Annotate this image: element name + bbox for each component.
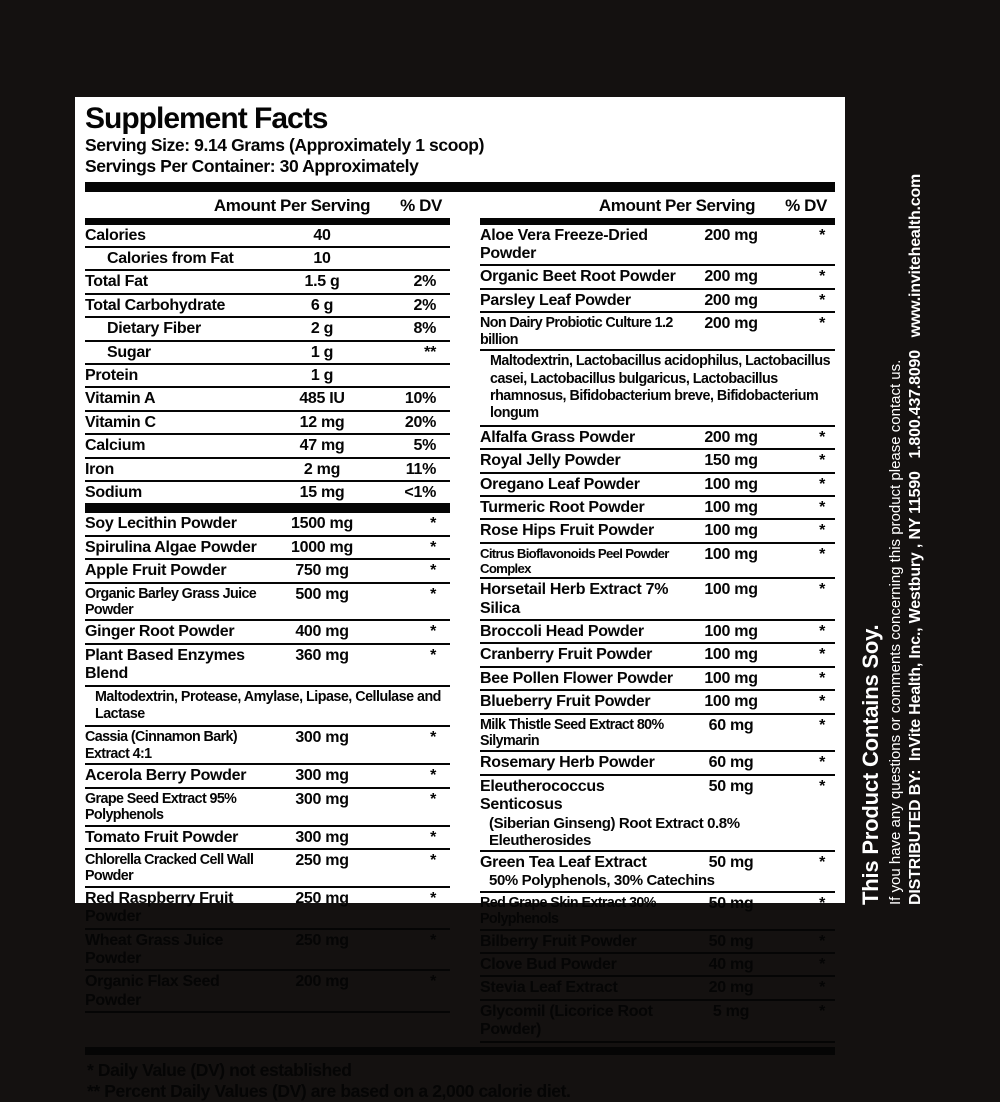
ingredient-amount: 200 mg — [295, 973, 349, 991]
ingredient-row — [85, 459, 450, 482]
ingredient-name: Organic Flax Seed Powder — [85, 973, 220, 1009]
ingredient-name: Clove Bud Powder — [480, 955, 617, 973]
ingredient-row — [85, 225, 450, 248]
ingredient-name: Citrus Bioflavonoids Peel Powder Complex — [480, 545, 669, 576]
ingredient-amount: 200 mg — [704, 428, 758, 446]
ingredient-amount: 15 mg — [299, 483, 345, 501]
ingredient-amount: 200 mg — [704, 291, 758, 309]
ingredient-amount: 50 mg — [708, 777, 754, 795]
ingredient-amount: 60 mg — [708, 716, 754, 734]
serving-size-line: Serving Size: 9.14 Grams (Approximately 1 scoop) — [85, 135, 484, 156]
vertical-sidebar-text — [858, 25, 944, 905]
ingredient-amount: 360 mg — [295, 646, 349, 664]
ingredient-row — [85, 435, 450, 458]
ingredient-dv: * — [430, 538, 436, 556]
ingredient-name: Soy Lecithin Powder — [85, 515, 237, 533]
ingredient-dv: * — [819, 955, 825, 973]
ingredient-row — [85, 765, 450, 788]
ingredient-row — [480, 225, 835, 267]
ingredient-dv: 11% — [405, 460, 436, 478]
footnote-divider-bar — [85, 1047, 835, 1055]
ingredient-name: Red Grape Skin Extract 30% Polyphenols — [480, 894, 656, 928]
ingredient-row — [480, 520, 835, 543]
ingredient-dv: * — [819, 545, 825, 563]
ingredient-dv: * — [430, 828, 436, 846]
ingredient-amount: 200 mg — [704, 226, 758, 244]
ingredient-row — [85, 513, 450, 536]
ingredient-dv: * — [430, 931, 436, 949]
ingredient-name: Royal Jelly Powder — [480, 452, 621, 470]
ingredient-row — [480, 290, 835, 313]
ingredient-name: Alfalfa Grass Powder — [480, 428, 635, 446]
ingredient-name: Calcium — [85, 437, 146, 455]
ingredient-row — [480, 644, 835, 667]
ingredient-row — [85, 645, 450, 687]
ingredient-amount: 6 g — [310, 296, 334, 314]
ingredient-row — [480, 579, 835, 621]
ingredient-dv: * — [819, 452, 825, 470]
ingredient-amount: 40 — [313, 226, 331, 244]
ingredient-name: Sugar — [107, 343, 151, 361]
ingredient-dv: * — [819, 268, 825, 286]
percent-dv-footnote: ** Percent Daily Values (DV) are based on a 2,000 calorie diet. — [87, 1080, 571, 1101]
left-column — [85, 193, 450, 1043]
ingredient-dv: * — [430, 515, 436, 533]
ingredient-name: Calories — [85, 226, 146, 244]
ingredient-dv: * — [430, 851, 436, 869]
ingredient-name: Organic Beet Root Powder — [480, 268, 676, 286]
ingredient-dv: * — [819, 669, 825, 687]
ingredient-dv: * — [819, 754, 825, 772]
ingredient-row — [85, 388, 450, 411]
ingredient-name: Dietary Fiber — [107, 320, 201, 338]
ingredient-row — [480, 450, 835, 473]
ingredient-name: Organic Barley Grass Juice Powder — [85, 585, 257, 618]
sub-ingredients-text: Maltodextrin, Protease, Amylase, Lipase, Cellulase and Lactase — [85, 687, 450, 728]
ingredient-name: Eleutherococcus Senticosus — [480, 777, 605, 814]
ingredient-amount: 250 mg — [295, 889, 349, 907]
ingredient-row — [480, 852, 835, 893]
ingredient-row — [480, 1001, 835, 1043]
ingredient-row — [480, 313, 835, 351]
ingredient-row — [85, 560, 450, 583]
ingredient-row — [85, 537, 450, 560]
right-column-header — [480, 193, 835, 218]
ingredient-dv: * — [430, 585, 436, 603]
ingredient-name: Non Dairy Probiotic Culture 1.2 billion — [480, 315, 673, 348]
ingredient-dv: * — [819, 315, 825, 333]
ingredient-amount: 10 — [313, 250, 331, 268]
ingredient-row — [85, 584, 450, 622]
dv-not-established-footnote: * Daily Value (DV) not established — [87, 1059, 352, 1080]
ingredient-name: Total Carbohydrate — [85, 296, 226, 314]
ingredient-amount: 60 mg — [708, 754, 754, 772]
ingredient-name: Grape Seed Extract 95% Polyphenols — [85, 790, 237, 824]
ingredient-name: Plant Based Enzymes Blend — [85, 646, 245, 683]
ingredient-amount: 1 g — [310, 343, 334, 361]
ingredient-name: Tomato Fruit Powder — [85, 828, 239, 846]
ingredient-row — [480, 977, 835, 1000]
ingredient-amount: 20 mg — [708, 979, 754, 997]
ingredient-name: Turmeric Root Powder — [480, 499, 645, 517]
ingredient-name: Red Raspberry Fruit Powder — [85, 889, 234, 926]
ingredient-amount: 100 mg — [704, 622, 758, 640]
ingredient-amount: 100 mg — [704, 499, 758, 517]
ingredient-dv: * — [430, 646, 436, 664]
ingredient-row — [85, 365, 450, 388]
ingredient-dv: * — [819, 499, 825, 517]
supplement-facts-title: Supplement Facts — [85, 102, 328, 135]
ingredient-row — [480, 893, 835, 931]
ingredient-dv: <1% — [404, 483, 436, 501]
ingredient-name: Cranberry Fruit Powder — [480, 646, 653, 664]
ingredient-row — [85, 930, 450, 972]
ingredient-dv: * — [819, 894, 825, 912]
ingredient-row — [480, 776, 835, 852]
ingredient-amount: 250 mg — [295, 851, 349, 869]
ingredient-dv: * — [819, 522, 825, 540]
ingredient-name: Rose Hips Fruit Powder — [480, 522, 654, 540]
ingredient-dv: * — [819, 622, 825, 640]
ingredient-dv: 2% — [413, 296, 436, 314]
header-divider-bar — [85, 182, 835, 192]
ingredient-name: Blueberry Fruit Powder — [480, 693, 651, 711]
ingredient-row — [85, 342, 450, 365]
ingredient-amount: 100 mg — [704, 545, 758, 563]
contains-soy-text: This Product Contains Soy. — [858, 624, 883, 905]
ingredient-amount: 100 mg — [704, 522, 758, 540]
ingredient-row — [85, 888, 450, 930]
ingredient-row — [85, 621, 450, 644]
right-column — [480, 193, 835, 1043]
ingredient-dv: * — [819, 693, 825, 711]
ingredient-name: Green Tea Leaf Extract — [480, 854, 647, 872]
sub-ingredients-text: Maltodextrin, Lactobacillus acidophilus, Lactobacillus casei, Lactobacillus bulgaricus, Lactobacillus rhamnosus, Bifidobacterium breve, Bifidobacterium longum — [480, 351, 835, 427]
ingredient-name: Rosemary Herb Powder — [480, 754, 655, 772]
ingredient-dv: * — [819, 979, 825, 997]
amount-per-serving-header: Amount Per Serving — [213, 195, 371, 215]
ingredient-name: Bilberry Fruit Powder — [480, 932, 637, 950]
ingredient-name: Chlorella Cracked Cell Wall Powder — [85, 851, 254, 885]
ingredient-name: Ginger Root Powder — [85, 623, 235, 641]
ingredient-dv: * — [819, 475, 825, 493]
ingredient-amount: 2 g — [310, 320, 334, 338]
ingredient-amount: 12 mg — [299, 413, 345, 431]
column-header-bar — [85, 218, 450, 225]
ingredient-amount: 50 mg — [708, 894, 754, 912]
ingredient-row — [85, 412, 450, 435]
ingredient-name: Apple Fruit Powder — [85, 562, 227, 580]
ingredient-dv: * — [430, 889, 436, 907]
ingredient-name: Iron — [85, 460, 115, 478]
ingredient-name: Milk Thistle Seed Extract 80% Silymarin — [480, 716, 664, 749]
ingredient-dv: 20% — [404, 413, 436, 431]
ingredient-amount: 300 mg — [295, 790, 349, 808]
ingredient-dv: * — [430, 562, 436, 580]
ingredient-name: Total Fat — [85, 273, 148, 291]
ingredient-dv: * — [819, 854, 825, 872]
ingredient-name: Horsetail Herb Extract 7% Silica — [480, 581, 669, 617]
ingredient-dv: * — [819, 581, 825, 599]
ingredient-amount: 100 mg — [704, 669, 758, 687]
ingredient-row — [480, 691, 835, 714]
ingredient-dv: * — [430, 973, 436, 991]
percent-dv-header: % DV — [400, 195, 442, 215]
ingredient-amount: 40 mg — [708, 955, 754, 973]
ingredient-dv: * — [819, 1002, 825, 1020]
ingredient-name: Protein — [85, 367, 139, 385]
ingredient-row — [85, 482, 450, 505]
ingredient-dv: 8% — [413, 320, 436, 338]
ingredient-dv: * — [819, 777, 825, 795]
ingredient-name: Cassia (Cinnamon Bark) Extract 4:1 — [85, 729, 238, 762]
ingredient-dv: * — [430, 729, 436, 747]
ingredient-row — [85, 971, 450, 1013]
ingredient-name: Parsley Leaf Powder — [480, 291, 631, 309]
ingredient-amount: 200 mg — [704, 315, 758, 333]
ingredient-row — [85, 827, 450, 850]
ingredient-row — [480, 474, 835, 497]
ingredient-amount: 300 mg — [295, 729, 349, 747]
ingredient-name: Vitamin A — [85, 390, 156, 408]
ingredient-amount: 50 mg — [708, 932, 754, 950]
ingredient-name: Calories from Fat — [107, 250, 234, 268]
ingredient-row — [480, 931, 835, 954]
ingredient-amount: 1.5 g — [304, 273, 340, 291]
ingredient-amount: 150 mg — [704, 452, 758, 470]
ingredient-dv: * — [430, 767, 436, 785]
ingredient-row — [480, 752, 835, 775]
ingredient-dv: * — [819, 932, 825, 950]
ingredient-name-second-line: (Siberian Ginseng) Root Extract 0.8% Eleutherosides — [489, 814, 740, 849]
ingredient-amount: 100 mg — [704, 581, 758, 599]
ingredient-name: Aloe Vera Freeze-Dried Powder — [480, 226, 648, 263]
ingredient-amount: 485 IU — [299, 390, 345, 408]
ingredient-amount: 50 mg — [708, 854, 754, 872]
ingredient-row — [85, 789, 450, 827]
ingredient-amount: 500 mg — [295, 585, 349, 603]
ingredient-dv: ** — [424, 343, 436, 361]
ingredient-row — [480, 497, 835, 520]
ingredient-amount: 100 mg — [704, 475, 758, 493]
ingredient-amount: 300 mg — [295, 767, 349, 785]
ingredient-dv: * — [819, 716, 825, 734]
left-rows — [85, 225, 450, 1014]
ingredient-name: Acerola Berry Powder — [85, 767, 247, 785]
column-header-bar — [480, 218, 835, 225]
supplement-facts-panel — [75, 97, 845, 1101]
ingredient-dv: * — [819, 428, 825, 446]
ingredient-dv: 10% — [404, 390, 436, 408]
ingredient-name-second-line: 50% Polyphenols, 30% Catechins — [489, 872, 715, 890]
amount-per-serving-header: Amount Per Serving — [598, 195, 756, 215]
ingredient-row — [85, 295, 450, 318]
footnotes — [85, 1055, 835, 1102]
ingredient-amount: 5 mg — [712, 1002, 750, 1020]
contact-note-text: If you have any questions or comments concerning this product please contact us. — [887, 359, 904, 905]
left-column-header — [85, 193, 450, 218]
ingredient-row — [480, 544, 835, 579]
ingredient-row — [480, 266, 835, 289]
ingredient-dv: * — [819, 646, 825, 664]
ingredient-name: Vitamin C — [85, 413, 156, 431]
ingredient-amount: 47 mg — [299, 437, 345, 455]
ingredient-name: Spirulina Algae Powder — [85, 538, 257, 556]
ingredient-row — [85, 248, 450, 271]
section-divider-bar — [85, 505, 450, 513]
ingredient-amount: 1000 mg — [291, 538, 353, 556]
ingredient-amount: 2 mg — [303, 460, 341, 478]
ingredient-name: Oregano Leaf Powder — [480, 475, 640, 493]
ingredient-name: Wheat Grass Juice Powder — [85, 931, 224, 968]
ingredient-dv: 2% — [413, 273, 436, 291]
ingredient-dv: * — [430, 623, 436, 641]
distributor-text: DISTRIBUTED BY: InVite Health, Inc., Westbury , NY 11590 1.800.437.8090 www.invitehealth.com — [907, 173, 924, 905]
ingredient-name: Stevia Leaf Extract — [480, 979, 618, 997]
ingredient-amount: 200 mg — [704, 268, 758, 286]
ingredient-row — [85, 271, 450, 294]
ingredient-row — [480, 621, 835, 644]
ingredient-row — [85, 850, 450, 888]
ingredient-row — [480, 954, 835, 977]
ingredient-name: Bee Pollen Flower Powder — [480, 669, 673, 687]
ingredient-amount: 400 mg — [295, 623, 349, 641]
ingredient-amount: 1 g — [310, 367, 334, 385]
ingredient-amount: 1500 mg — [291, 515, 353, 533]
ingredient-amount: 100 mg — [704, 693, 758, 711]
ingredient-amount: 250 mg — [295, 931, 349, 949]
ingredient-dv: * — [819, 291, 825, 309]
ingredient-amount: 300 mg — [295, 828, 349, 846]
ingredient-amount: 750 mg — [295, 562, 349, 580]
ingredient-row — [480, 715, 835, 753]
ingredient-dv: * — [430, 790, 436, 808]
ingredient-row — [480, 668, 835, 691]
ingredient-columns — [85, 193, 835, 1043]
ingredient-row — [85, 318, 450, 341]
ingredient-dv: 5% — [413, 437, 436, 455]
ingredient-row — [85, 727, 450, 765]
percent-dv-header: % DV — [785, 195, 827, 215]
ingredient-name: Glycomil (Licorice Root Powder) — [480, 1002, 653, 1039]
ingredient-amount: 100 mg — [704, 646, 758, 664]
ingredient-name: Sodium — [85, 483, 142, 501]
servings-per-container-line: Servings Per Container: 30 Approximately — [85, 156, 419, 177]
ingredient-name: Broccoli Head Powder — [480, 622, 644, 640]
ingredient-dv: * — [819, 226, 825, 244]
ingredient-row — [480, 427, 835, 450]
right-rows — [480, 225, 835, 1043]
